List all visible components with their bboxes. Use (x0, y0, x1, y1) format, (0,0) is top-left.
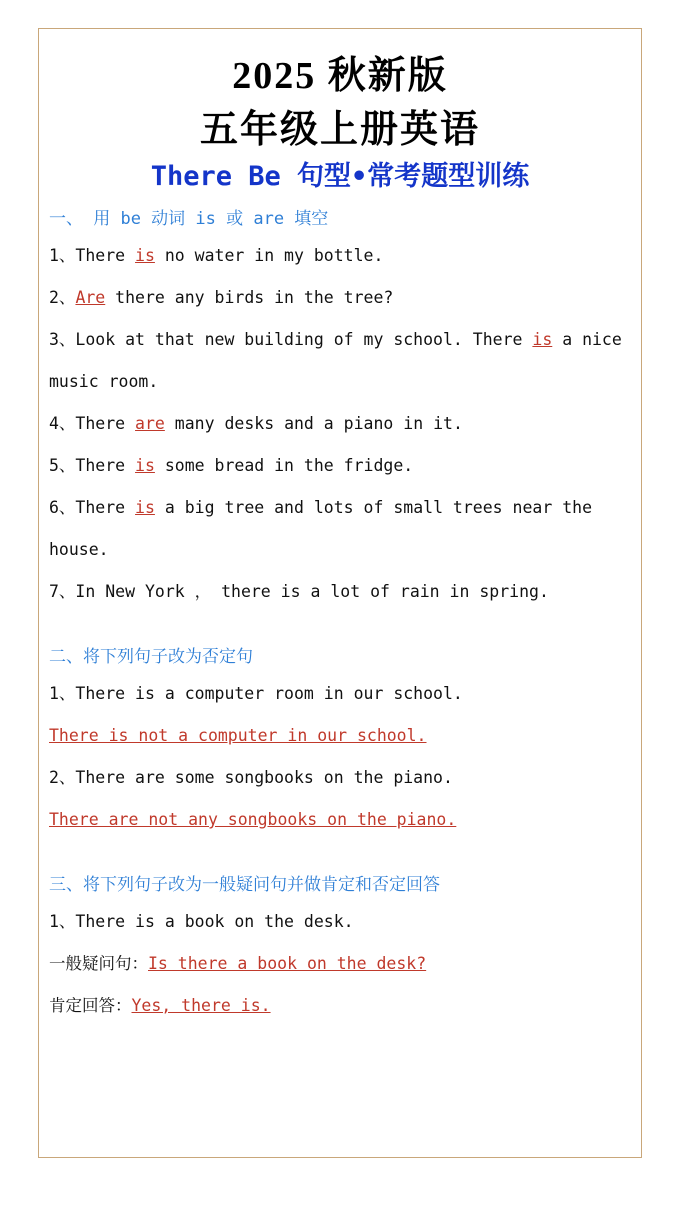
worksheet-frame (38, 28, 642, 1158)
question-item (49, 445, 631, 487)
page-title-line2: 五年级上册英语 (199, 109, 480, 151)
question-item (49, 757, 631, 799)
page-title-line1: 2025 秋新版 (232, 55, 448, 97)
answer-blank: Yes, there is. (131, 996, 271, 1015)
answer-blank: Is there a book on the desk? (148, 954, 427, 973)
question-item (49, 571, 631, 613)
question-text-pre: 2、 (49, 288, 76, 307)
question-item (49, 403, 631, 445)
question-label: 一般疑问句： (49, 954, 148, 973)
answer-blank: is (135, 456, 155, 475)
question-label: 肯定回答： (49, 996, 132, 1015)
question-text-pre: 1、There (49, 246, 136, 265)
question-text-post: some bread in the fridge. (154, 456, 414, 475)
answer-blank: is (135, 246, 155, 265)
question-item (49, 235, 631, 277)
question-text-post: no water in my bottle. (154, 246, 384, 265)
question-text-post: many desks and a piano in it. (164, 414, 463, 433)
section-heading-3: 三、将下列句子改为一般疑问句并做肯定和否定回答 (49, 875, 440, 895)
question-text-pre: 2、There are some songbooks on the piano. (49, 768, 453, 787)
answer-line: There is not a computer in our school. (49, 726, 427, 745)
question-text-pre: 1、There is a book on the desk. (49, 912, 354, 931)
page-title-line3: There Be 句型•常考题型训练 (150, 161, 530, 192)
question-item (49, 277, 631, 319)
section-spacer (49, 613, 631, 635)
answer-blank: is (135, 498, 155, 517)
section-heading-2: 二、将下列句子改为否定句 (49, 647, 253, 667)
answer-blank: Are (75, 288, 106, 307)
question-text-pre: 5、There (49, 456, 136, 475)
answer-blank: are (135, 414, 165, 433)
question-item (49, 943, 631, 985)
worksheet-content (39, 29, 641, 1037)
question-item (49, 985, 631, 1027)
question-item (49, 673, 631, 715)
question-text-pre: 4、There (49, 414, 136, 433)
question-item (49, 487, 631, 571)
question-text-post: a nice music room. (49, 330, 622, 391)
question-item (49, 901, 631, 943)
question-text-pre: 7、In New York ， there is a lot of rain in spring. (49, 582, 549, 601)
answer-blank: is (532, 330, 553, 349)
question-text-pre: 6、There (49, 498, 136, 517)
question-item (49, 319, 631, 403)
answer-line: There are not any songbooks on the piano. (49, 810, 457, 829)
question-text-pre: 1、There is a computer room in our school. (49, 684, 463, 703)
question-text-post: there any birds in the tree? (105, 288, 394, 307)
section-spacer (49, 841, 631, 863)
question-text-post: a big tree and lots of small trees near the house. (49, 498, 593, 559)
section-heading-1: 一、 用 be 动词 is 或 are 填空 (49, 209, 329, 229)
question-text-pre: 3、Look at that new building of my school. There (49, 330, 533, 349)
